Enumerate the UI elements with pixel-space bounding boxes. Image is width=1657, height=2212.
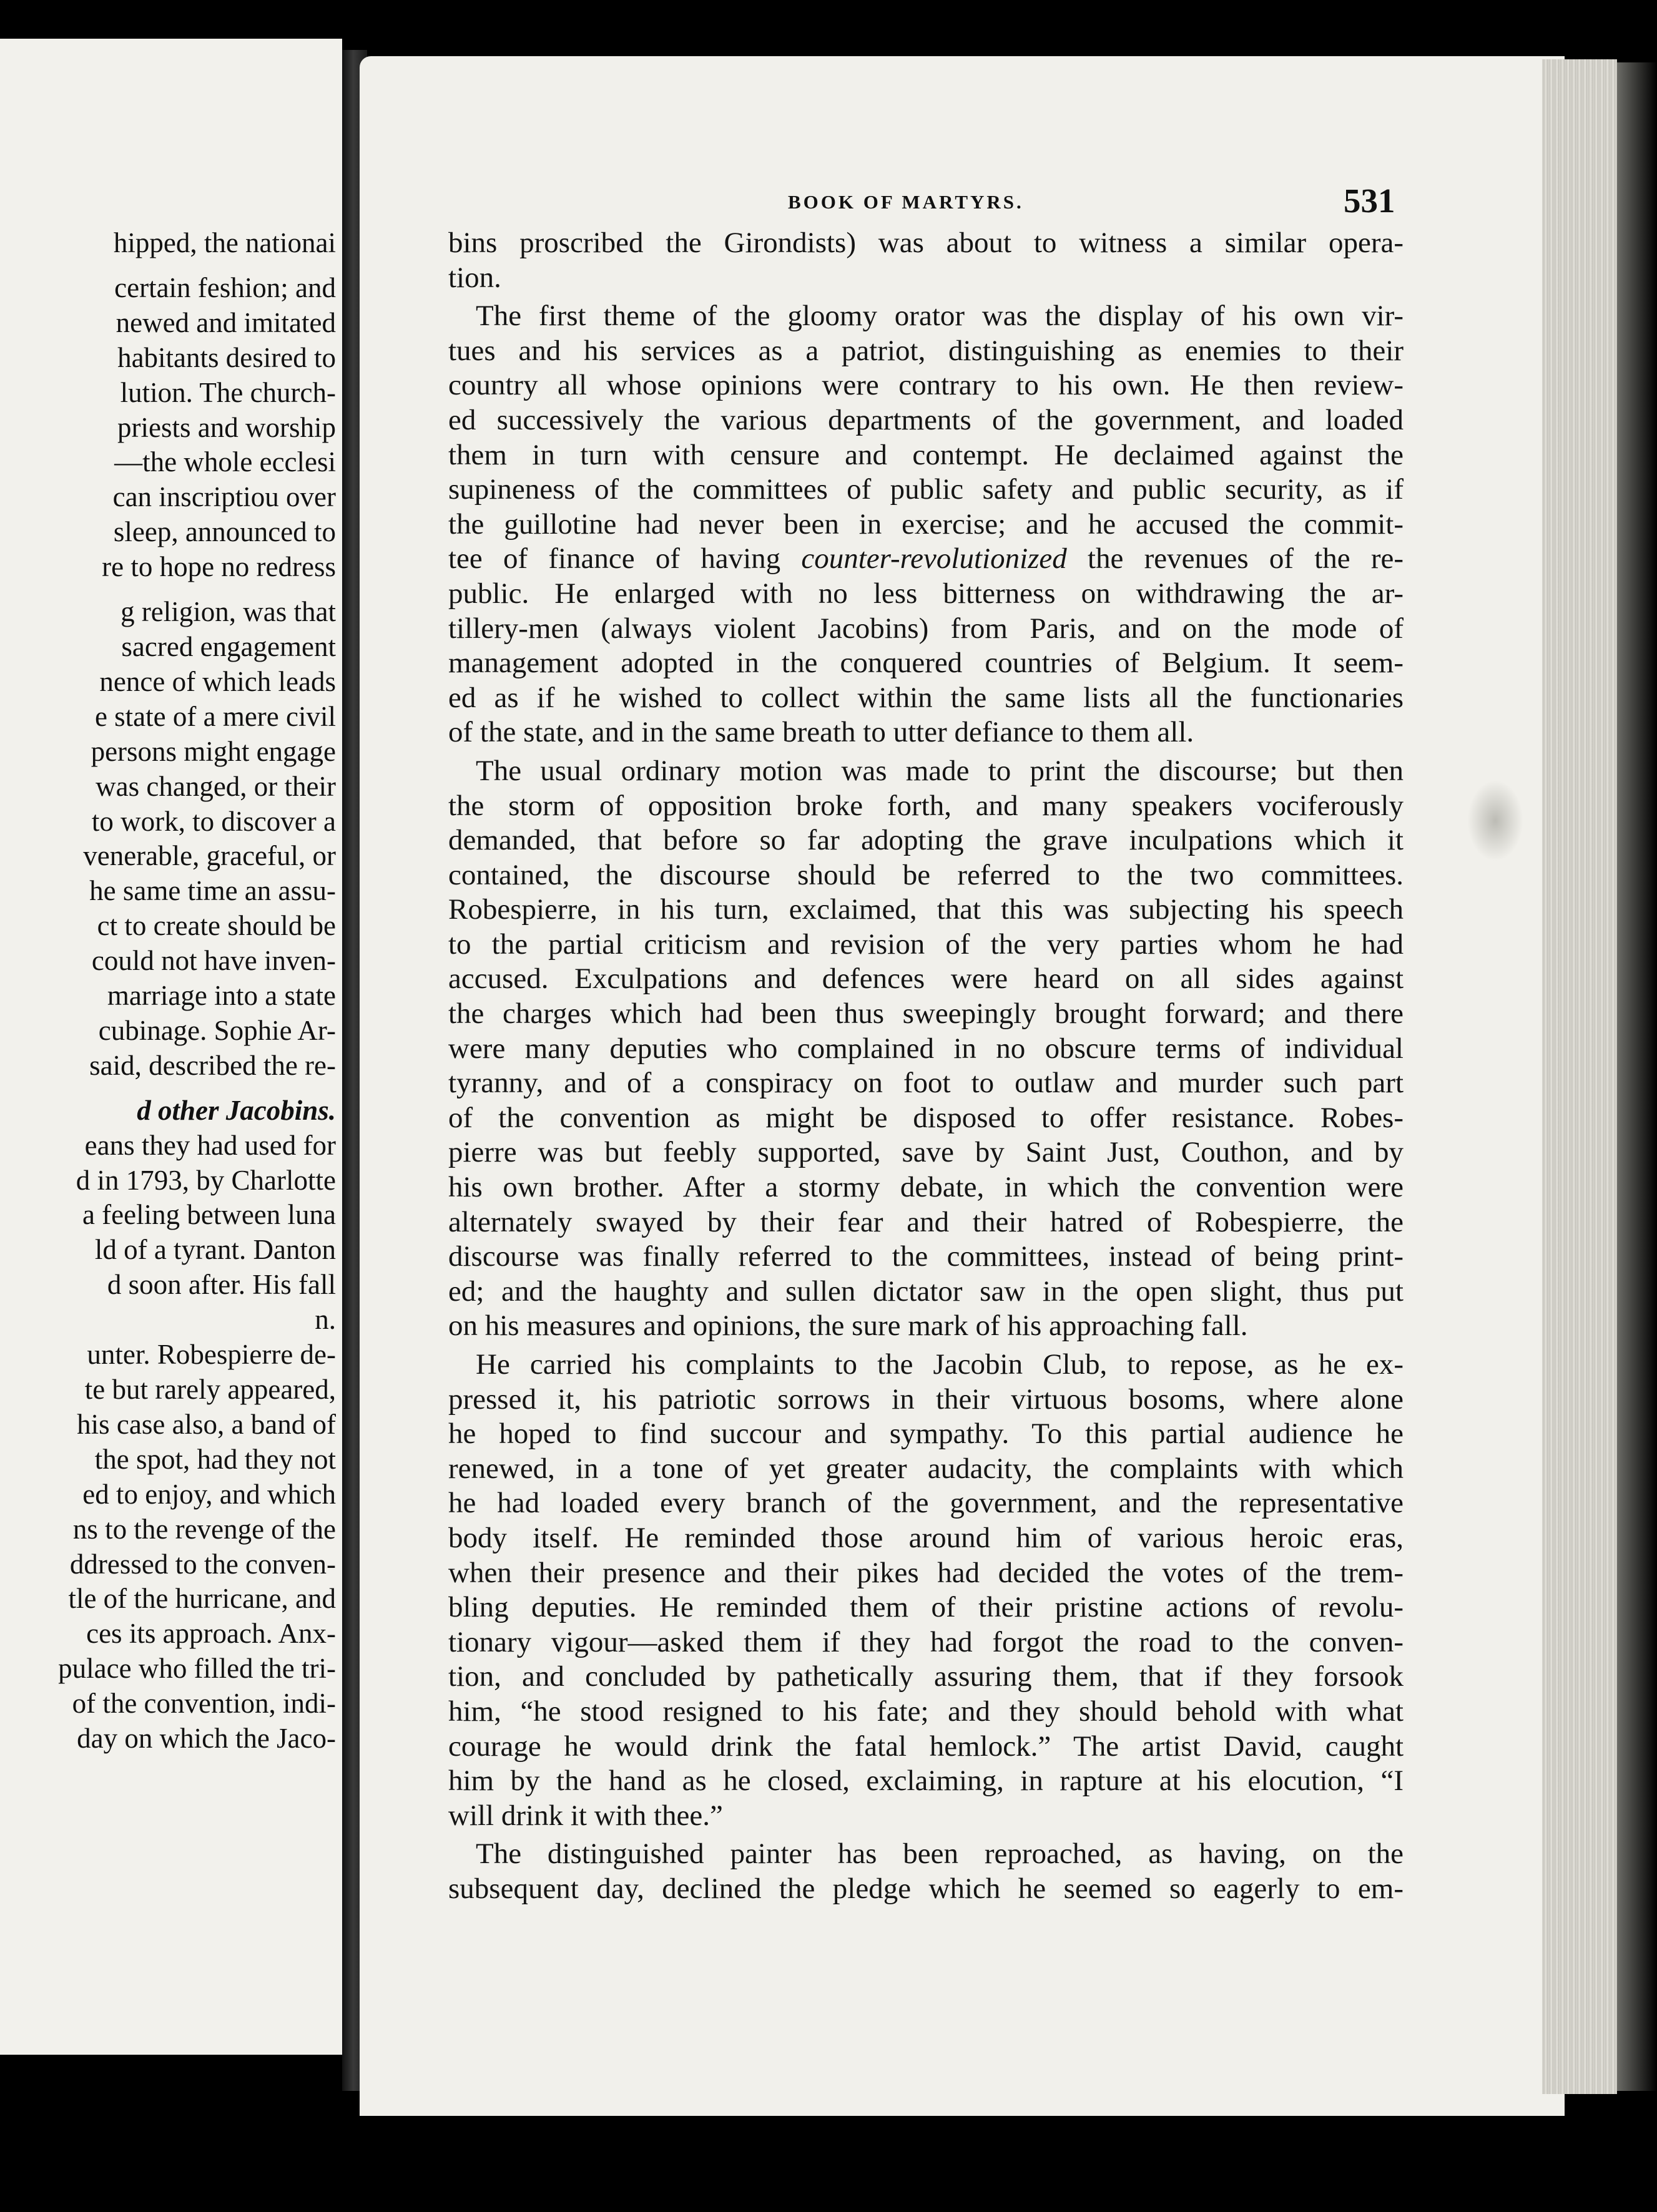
left-line: hipped, the nationai xyxy=(113,227,336,258)
text-line: will drink it with thee.” xyxy=(448,1799,723,1832)
left-section-heading: d other Jacobins. xyxy=(137,1094,336,1126)
text-line: tionary vigour—asked them if they had forgot the road to the conven- xyxy=(448,1625,1404,1658)
left-line: sleep, announced to xyxy=(113,516,336,548)
left-line: re to hope no redress xyxy=(102,551,336,583)
left-line: of the convention, indi- xyxy=(72,1688,336,1720)
left-line: —the whole ecclesi xyxy=(114,446,336,478)
left-line: e state of a mere civil xyxy=(94,700,336,732)
text-line: management adopted in the conquered countries of Belgium. It seem- xyxy=(448,647,1404,680)
text-line: his own brother. After a stormy debate, in which the convention were xyxy=(448,1171,1404,1204)
text-line: contained, the discourse should be referred to the two committees. xyxy=(448,858,1404,891)
text-line: tillery-men (always violent Jacobins) from Paris, and on the mode of xyxy=(448,612,1404,645)
text-line: tues and his services as a patriot, distinguishing as enemies to their xyxy=(448,334,1404,367)
left-page-fragment xyxy=(0,39,342,2055)
text-line: the storm of opposition broke forth, and many speakers vociferously xyxy=(448,789,1404,822)
page-body xyxy=(448,226,1404,1907)
text-line: accused. Exculpations and defences were heard on all sides against xyxy=(448,962,1404,996)
text-line: body itself. He reminded those around him of various heroic eras, xyxy=(448,1521,1404,1554)
text-line: when their presence and their pikes had decided the votes of the trem- xyxy=(448,1556,1404,1589)
paragraph-first-line: The first theme of the gloomy orator was the display of his own vir- xyxy=(476,300,1404,333)
left-line: ddressed to the conven- xyxy=(69,1548,336,1580)
text-line: alternately swayed by their fear and their hatred of Robespierre, the xyxy=(448,1205,1404,1238)
left-line: te but rarely appeared, xyxy=(84,1374,336,1405)
running-title: BOOK OF MARTYRS. xyxy=(788,191,1024,213)
text-line: of the state, and in the same breath to utter defiance to them all. xyxy=(448,716,1194,749)
left-line: said, described the re- xyxy=(89,1049,336,1081)
left-line: the spot, had they not xyxy=(94,1443,336,1475)
text-line-italic-phrase xyxy=(448,542,1404,577)
text-line: bling deputies. He reminded them of their pristine actions of revolu- xyxy=(448,1591,1404,1624)
text-line: to the partial criticism and revision of the very parties whom he had xyxy=(448,927,1404,961)
text-line: renewed, in a tone of yet greater audacity, the complaints with which xyxy=(448,1452,1404,1485)
left-line: eans they had used for xyxy=(84,1129,336,1161)
text-line: discourse was finally referred to the committees, instead of being print- xyxy=(448,1240,1404,1273)
text-line: country all whose opinions were contrary to his own. He then review- xyxy=(448,369,1404,402)
left-line: venerable, graceful, or xyxy=(83,840,336,872)
text-line: on his measures and opinions, the sure mark of his approaching fall. xyxy=(448,1309,1248,1343)
left-line: could not have inven- xyxy=(91,945,336,977)
paragraph-first-line: He carried his complaints to the Jacobin Club, to repose, as he ex- xyxy=(476,1348,1404,1381)
text-line: ed as if he wished to collect within the same lists all the functionaries xyxy=(448,681,1404,714)
left-line: marriage into a state xyxy=(107,980,336,1012)
left-line: sacred engagement xyxy=(121,630,336,662)
italic-phrase: counter-revolutionized xyxy=(801,542,1067,575)
paragraph-first-line: The usual ordinary motion was made to print the discourse; but then xyxy=(476,754,1404,787)
left-line: day on which the Jaco- xyxy=(77,1723,336,1754)
text-line: the guillotine had never been in exercise; and he accused the commit- xyxy=(448,507,1404,541)
text-line: he had loaded every branch of the government, and the representative xyxy=(448,1487,1404,1520)
page-number: 531 xyxy=(1344,182,1395,220)
left-line: cubinage. Sophie Ar- xyxy=(98,1014,336,1046)
left-line: to work, to discover a xyxy=(91,805,336,837)
text-line: Robespierre, in his turn, exclaimed, that this was subjecting his speech xyxy=(448,893,1404,926)
left-line: d in 1793, by Charlotte xyxy=(76,1164,336,1196)
text-line: him by the hand as he closed, exclaiming, in rapture at his elocution, “I xyxy=(448,1764,1404,1798)
left-line: priests and worship xyxy=(117,411,336,443)
text-line: bins proscribed the Girondists) was about to witness a similar opera- xyxy=(448,227,1404,259)
text-fragment: tee of finance of having xyxy=(448,542,802,575)
left-line: d soon after. His fall xyxy=(107,1269,336,1301)
left-line: a feeling between luna xyxy=(82,1199,336,1231)
text-line: tion, and concluded by pathetically assuring them, that if they forsook xyxy=(448,1660,1404,1693)
left-line: he same time an assu- xyxy=(89,875,336,907)
text-line: them in turn with censure and contempt. He declaimed against the xyxy=(448,438,1404,471)
paper-stain xyxy=(1467,780,1523,861)
left-line: ld of a tyrant. Danton xyxy=(94,1234,336,1266)
page-edges xyxy=(1542,59,1617,2094)
text-line: ed; and the haughty and sullen dictator saw in the open slight, thus put xyxy=(448,1275,1404,1308)
text-line: he hoped to find succour and sympathy. To this partial audience he xyxy=(448,1417,1404,1451)
text-line: him, “he stood resigned to his fate; and they should behold with what xyxy=(448,1695,1404,1728)
paragraph-first-line: The distinguished painter has been reproached, as having, on the xyxy=(476,1838,1404,1871)
text-line: subsequent day, declined the pledge which he seemed so eagerly to em- xyxy=(448,1872,1404,1905)
left-line: n. xyxy=(315,1304,336,1336)
text-line: demanded, that before so far adopting the grave inculpations which it xyxy=(448,824,1404,857)
left-line: newed and imitated xyxy=(116,306,336,338)
text-line: public. He enlarged with no less bitterness on withdrawing the ar- xyxy=(448,577,1404,610)
left-line: ces its approach. Anx- xyxy=(86,1618,336,1650)
text-line: pressed it, his patriotic sorrows in their virtuous bosoms, where alone xyxy=(448,1382,1404,1416)
text-line: were many deputies who complained in no obscure terms of individual xyxy=(448,1032,1404,1065)
left-line: persons might engage xyxy=(91,735,336,767)
text-fragment: the revenues of the re- xyxy=(1066,542,1404,575)
text-line: tyranny, and of a conspiracy on foot to outlaw and murder such part xyxy=(448,1067,1404,1100)
text-line: pierre was but feebly supported, save by Saint Just, Couthon, and by xyxy=(448,1136,1404,1169)
text-line: courage he would drink the fatal hemlock.” The artist David, caught xyxy=(448,1730,1404,1763)
page-edge-shadow xyxy=(1617,62,1657,2091)
left-line: lution. The church- xyxy=(120,376,336,408)
text-line: ed successively the various departments of the government, and loaded xyxy=(448,403,1404,436)
left-line: habitants desired to xyxy=(117,341,336,373)
left-line: ed to enjoy, and which xyxy=(82,1478,336,1510)
left-line: ct to create should be xyxy=(97,910,336,942)
left-line: can inscriptiou over xyxy=(112,481,336,513)
left-line: his case also, a band of xyxy=(77,1408,336,1440)
left-line: certain feshion; and xyxy=(114,272,336,303)
left-line: tle of the hurricane, and xyxy=(68,1583,336,1615)
left-page-text xyxy=(0,226,336,1756)
left-line: unter. Robespierre de- xyxy=(87,1339,336,1371)
left-line: nence of which leads xyxy=(99,665,336,697)
left-line: g religion, was that xyxy=(120,596,336,628)
left-line: pulace who filled the tri- xyxy=(58,1653,336,1685)
text-line: supineness of the committees of public safety and public security, as if xyxy=(448,473,1404,506)
text-line: tion. xyxy=(448,261,501,294)
text-line: of the convention as might be disposed to offer resistance. Robes- xyxy=(448,1101,1404,1134)
left-line: ns to the revenge of the xyxy=(72,1513,336,1545)
left-line: was changed, or their xyxy=(96,770,336,802)
text-line: the charges which had been thus sweepingly brought forward; and there xyxy=(448,997,1404,1030)
